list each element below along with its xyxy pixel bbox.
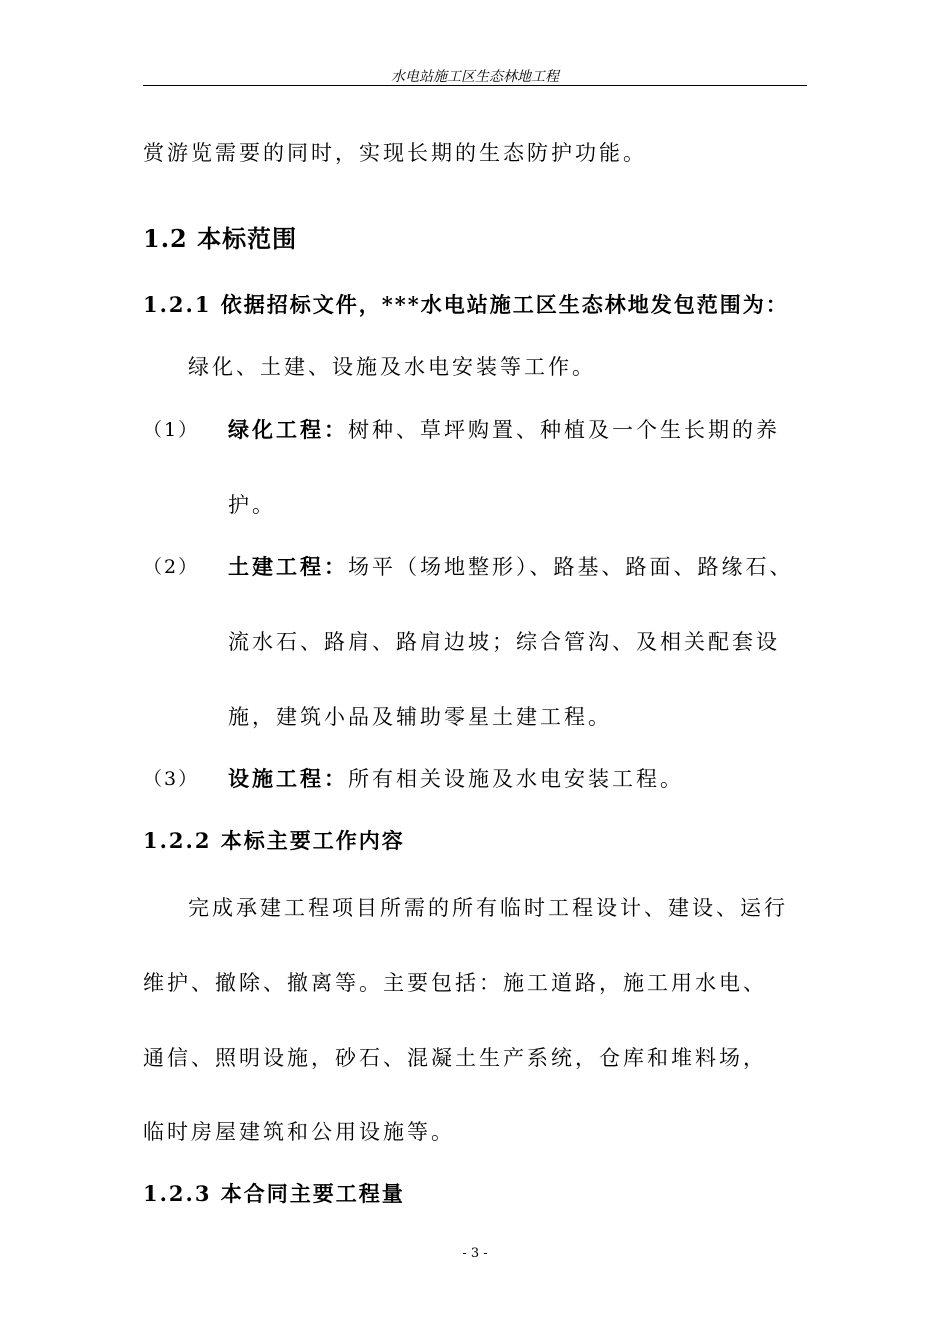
item-text: 护。 — [228, 493, 276, 517]
item-term: 土建工程： — [228, 554, 348, 579]
paragraph-line: 维护、撤除、撤离等。主要包括：施工道路，施工用水电、 — [143, 971, 767, 995]
item-text: 施，建筑小品及辅助零星土建工程。 — [228, 705, 612, 729]
header-rule — [143, 85, 807, 86]
paragraph-line: 完成承建工程项目所需的所有临时工程设计、建设、运行 — [188, 896, 788, 920]
paragraph-line: 通信、照明设施，砂石、混凝土生产系统，仓库和堆料场， — [143, 1046, 767, 1070]
item-term: 绿化工程： — [228, 417, 348, 442]
paragraph-continuation: 赏游览需要的同时，实现长期的生态防护功能。 — [143, 141, 647, 165]
item-text: 树种、草坪购置、种植及一个生长期的养 — [348, 418, 780, 442]
item-text: 场平（场地整形）、路基、路面、路缘石、 — [348, 555, 794, 579]
section-heading-1-2: 1.2 本标范围 — [143, 224, 298, 253]
scope-intro: 绿化、土建、设施及水电安装等工作。 — [188, 355, 596, 379]
page-header: 水电站施工区生态林地工程 — [391, 69, 559, 85]
paragraph-line: 临时房屋建筑和公用设施等。 — [143, 1120, 455, 1144]
item-text: 流水石、路肩、路肩边坡；综合管沟、及相关配套设 — [228, 630, 780, 654]
list-item — [228, 764, 684, 794]
item-number: （1） — [143, 419, 200, 441]
list-item — [228, 415, 780, 445]
subsection-heading-1-2-2: 1.2.2 本标主要工作内容 — [143, 828, 405, 853]
item-text: 所有相关设施及水电安装工程。 — [348, 767, 684, 791]
item-number: （2） — [143, 556, 200, 578]
page-number: - 3 - — [462, 1246, 488, 1261]
item-number: （3） — [143, 768, 200, 790]
item-term: 设施工程： — [228, 766, 348, 791]
subsection-heading-1-2-3: 1.2.3 本合同主要工程量 — [143, 1181, 405, 1206]
subsection-heading-1-2-1: 1.2.1 依据招标文件，***水电站施工区生态林地发包范围为： — [143, 292, 789, 317]
list-item — [228, 552, 794, 582]
